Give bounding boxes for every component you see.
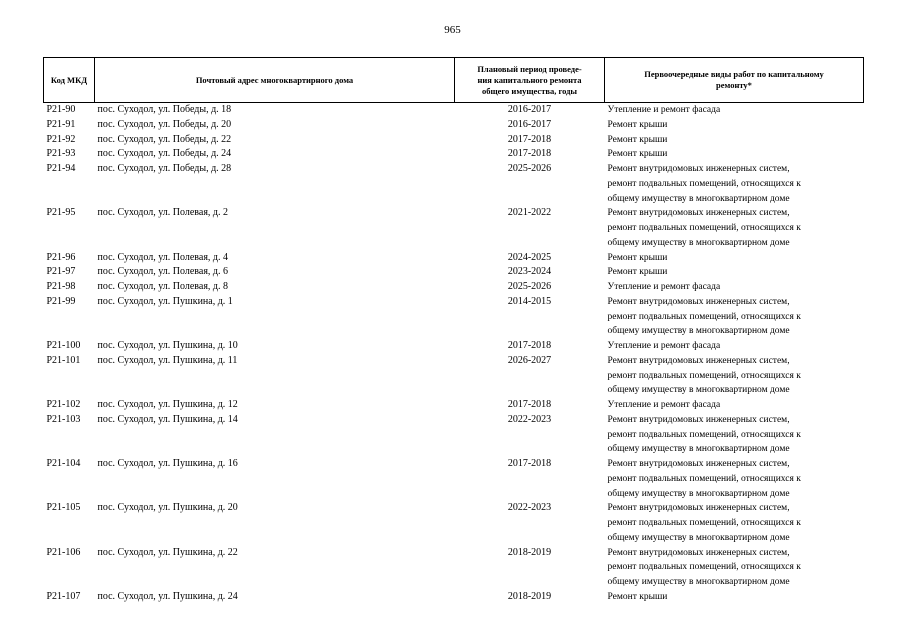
row-works-line: Утепление и ремонт фасада <box>607 341 721 351</box>
row-period: 2022-2023 <box>507 413 552 425</box>
page-number: 965 <box>444 24 461 36</box>
row-works-line: Утепление и ремонт фасада <box>607 400 721 410</box>
row-works-line: Ремонт внутридомовых инженерных систем, <box>607 208 790 219</box>
row-works-line: ремонт подвальных помещений, относящихся к <box>607 370 801 381</box>
row-works <box>605 590 864 605</box>
row-code: Р21-105 <box>46 502 81 514</box>
row-code: Р21-94 <box>46 163 76 174</box>
table-row <box>44 206 864 250</box>
table-row <box>44 118 864 133</box>
row-code: Р21-101 <box>46 354 81 366</box>
row-works <box>605 147 864 162</box>
header-code: Код МКД <box>44 58 95 103</box>
row-period: 2024-2025 <box>507 251 552 263</box>
row-works-line: Утепление и ремонт фасада <box>607 105 721 115</box>
row-period: 2016-2017 <box>507 118 552 130</box>
header-period-line: общего имущества, годы <box>481 85 578 96</box>
row-works-line: ремонт подвальных помещений, относящихся к <box>607 518 801 528</box>
row-code: Р21-100 <box>46 340 81 351</box>
row-period: 2017-2018 <box>507 148 552 160</box>
row-period: 2025-2026 <box>507 281 552 292</box>
table-row <box>44 501 864 545</box>
row-code: Р21-106 <box>46 546 81 558</box>
table-row <box>44 295 864 339</box>
row-address: пос. Суходол, ул. Победы, д. 22 <box>97 133 232 145</box>
row-address: пос. Суходол, ул. Победы, д. 28 <box>97 163 232 174</box>
row-works <box>605 398 864 413</box>
table-row <box>44 398 864 413</box>
header-address: Почтовый адрес многоквартирного дома <box>95 58 455 103</box>
header-period-line: ния капитального ремонта <box>477 74 582 85</box>
row-works <box>605 295 864 339</box>
row-works-line: Ремонт внутридомовых инженерных систем, <box>607 414 790 425</box>
row-period: 2023-2024 <box>507 266 552 278</box>
table-row <box>44 265 864 280</box>
header-works-line: Первоочередные виды работ по капитальному <box>644 69 824 79</box>
row-works-line: Ремонт внутридомовых инженерных систем, <box>607 547 790 558</box>
row-address: пос. Суходол, ул. Пушкина, д. 16 <box>97 458 238 469</box>
row-works-line: общему имуществу в многоквартирном доме <box>607 326 790 337</box>
row-works-line: ремонт подвальных помещений, относящихся к <box>607 178 801 189</box>
table-row <box>44 354 864 398</box>
row-code: Р21-102 <box>46 399 81 410</box>
row-address: пос. Суходол, ул. Пушкина, д. 24 <box>97 590 238 602</box>
row-period: 2022-2023 <box>507 502 552 514</box>
table-body <box>44 103 864 605</box>
row-works-line: общему имуществу в многоквартирном доме <box>607 193 790 204</box>
row-works-line: Ремонт крыши <box>607 252 668 263</box>
row-address: пос. Суходол, ул. Победы, д. 18 <box>97 104 232 115</box>
row-code: Р21-95 <box>46 207 76 219</box>
row-works-line: общему имуществу в многоквартирном доме <box>607 577 790 587</box>
row-works-line: Ремонт крыши <box>607 267 668 278</box>
row-period: 2025-2026 <box>507 163 552 174</box>
row-works-line: общему имуществу в многоквартирном доме <box>607 532 790 543</box>
row-address: пос. Суходол, ул. Победы, д. 20 <box>97 118 232 130</box>
row-period: 2026-2027 <box>507 354 552 366</box>
row-works <box>605 457 864 501</box>
table-row <box>44 147 864 162</box>
capital-repair-table <box>43 57 864 605</box>
table-row <box>44 590 864 605</box>
row-works <box>605 546 864 590</box>
row-address: пос. Суходол, ул. Пушкина, д. 10 <box>97 340 238 351</box>
header-works <box>605 58 864 103</box>
row-period: 2017-2018 <box>507 399 552 410</box>
row-works-line: Ремонт внутридомовых инженерных систем, <box>607 296 790 307</box>
row-works <box>605 133 864 148</box>
row-works-line: Ремонт крыши <box>607 149 668 160</box>
row-works-line: ремонт подвальных помещений, относящихся к <box>607 562 801 573</box>
row-address: пос. Суходол, ул. Пушкина, д. 20 <box>97 502 238 514</box>
row-code: Р21-93 <box>46 148 76 160</box>
row-code: Р21-107 <box>46 590 81 602</box>
table-row <box>44 546 864 590</box>
row-code: Р21-97 <box>46 266 76 278</box>
row-works <box>605 162 864 206</box>
row-code: Р21-96 <box>46 251 76 263</box>
row-works-line: Ремонт крыши <box>607 119 668 130</box>
row-code: Р21-103 <box>46 413 81 425</box>
row-code: Р21-91 <box>46 118 76 130</box>
row-address: пос. Суходол, ул. Полевая, д. 8 <box>97 281 229 292</box>
header-period-line: Плановый период проведе- <box>477 63 582 74</box>
table-row <box>44 457 864 501</box>
row-works-line: Ремонт внутридомовых инженерных систем, <box>607 164 790 174</box>
row-works-line: ремонт подвальных помещений, относящихся к <box>607 473 801 484</box>
row-address: пос. Суходол, ул. Победы, д. 24 <box>97 148 232 160</box>
row-works-line: общему имуществу в многоквартирном доме <box>607 488 790 499</box>
row-works-line: общему имуществу в многоквартирном доме <box>607 237 790 248</box>
row-works <box>605 413 864 457</box>
row-code: Р21-90 <box>46 104 76 115</box>
row-address: пос. Суходол, ул. Пушкина, д. 22 <box>97 546 238 558</box>
row-address: пос. Суходол, ул. Пушкина, д. 1 <box>97 295 233 307</box>
row-works <box>605 251 864 266</box>
row-works <box>605 501 864 545</box>
row-period: 2017-2018 <box>507 133 552 145</box>
row-address: пос. Суходол, ул. Полевая, д. 6 <box>97 266 229 278</box>
row-works-line: общему имуществу в многоквартирном доме <box>607 385 790 396</box>
table-row <box>44 280 864 295</box>
table-row <box>44 413 864 457</box>
row-works <box>605 103 864 118</box>
row-period: 2017-2018 <box>507 340 552 351</box>
row-works-line: Ремонт внутридомовых инженерных систем, <box>607 459 790 469</box>
row-works <box>605 265 864 280</box>
row-code: Р21-92 <box>46 133 76 145</box>
table-row <box>44 162 864 206</box>
row-works-line: Ремонт крыши <box>607 591 668 602</box>
row-works <box>605 354 864 398</box>
row-period: 2018-2019 <box>507 590 552 602</box>
row-address: пос. Суходол, ул. Пушкина, д. 12 <box>97 399 238 410</box>
row-works <box>605 118 864 133</box>
row-code: Р21-104 <box>46 458 81 469</box>
row-works <box>605 280 864 295</box>
row-works-line: общему имуществу в многоквартирном доме <box>607 444 790 455</box>
row-works-line: Ремонт внутридомовых инженерных систем, <box>607 503 790 514</box>
header-period <box>455 58 605 103</box>
row-period: 2018-2019 <box>507 546 552 558</box>
row-works-line: ремонт подвальных помещений, относящихся к <box>607 311 801 322</box>
row-address: пос. Суходол, ул. Пушкина, д. 14 <box>97 413 238 425</box>
row-address: пос. Суходол, ул. Полевая, д. 2 <box>97 207 229 219</box>
table-row <box>44 103 864 118</box>
table-row <box>44 251 864 266</box>
row-period: 2014-2015 <box>507 295 552 307</box>
row-works-line: ремонт подвальных помещений, относящихся к <box>607 429 801 440</box>
row-works-line: ремонт подвальных помещений, относящихся к <box>607 223 801 233</box>
row-period: 2021-2022 <box>507 207 552 219</box>
table-row <box>44 339 864 354</box>
row-works-line: Ремонт крыши <box>607 134 668 145</box>
row-code: Р21-99 <box>46 295 76 307</box>
row-address: пос. Суходол, ул. Пушкина, д. 11 <box>97 354 238 366</box>
row-period: 2017-2018 <box>507 458 552 469</box>
row-address: пос. Суходол, ул. Полевая, д. 4 <box>97 251 229 263</box>
row-works-line: Ремонт внутридомовых инженерных систем, <box>607 355 790 366</box>
row-period: 2016-2017 <box>507 104 552 115</box>
header-works-line: ремонту* <box>716 80 752 90</box>
row-code: Р21-98 <box>46 281 76 292</box>
row-works <box>605 206 864 250</box>
row-works <box>605 339 864 354</box>
table-header <box>44 58 864 103</box>
row-works-line: Утепление и ремонт фасада <box>607 282 721 292</box>
table-row <box>44 133 864 148</box>
